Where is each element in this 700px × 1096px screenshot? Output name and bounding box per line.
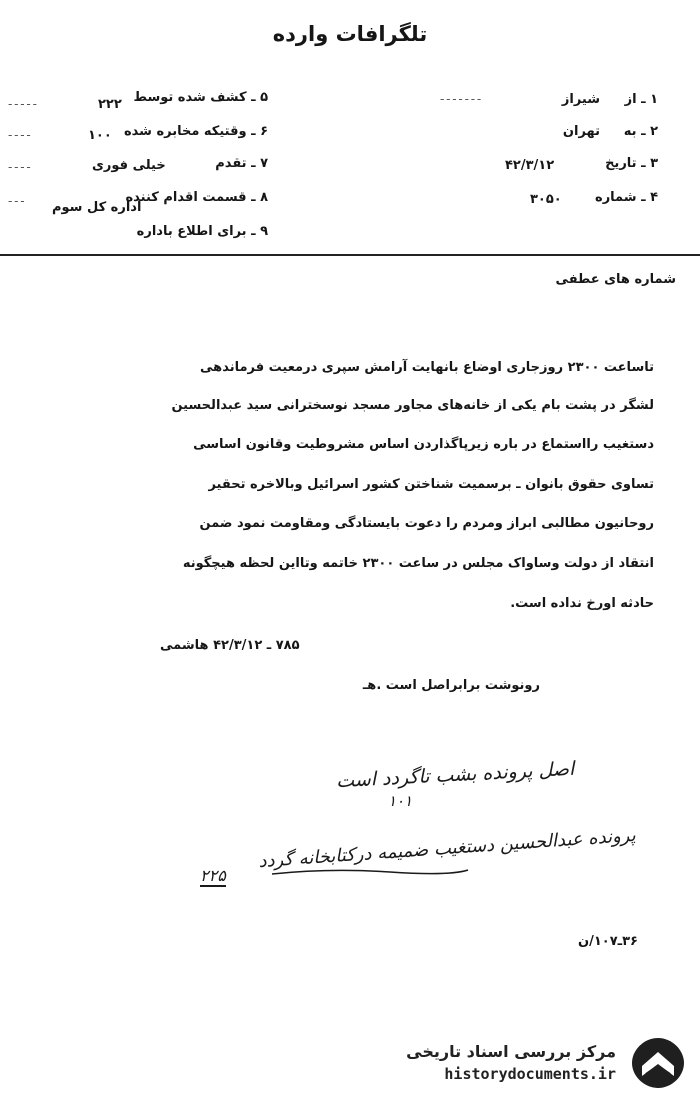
- handwritten-line-1: اصل پرونده بشب تاگردد است: [335, 757, 575, 793]
- body-line: لشگر در پشت بام یکی از خانه‌های مجاور مسجد نوسخترانی سید عبدالحسین: [171, 398, 654, 413]
- dotted-line: - - -: [8, 194, 24, 208]
- dotted-line: - - - -: [8, 160, 30, 174]
- page-reference: ۳۶ـ۱۰۷/ن: [578, 934, 638, 949]
- field-value-from: شیراز: [561, 92, 600, 107]
- field-value-number: ۳۰۵۰: [530, 192, 562, 207]
- handwritten-number-1: ۱۰۱: [388, 792, 413, 810]
- code-numbers-label: شماره های عطفی: [555, 272, 676, 287]
- handwritten-underline: [270, 866, 470, 878]
- watermark-url: historydocuments.ir: [444, 1065, 616, 1083]
- field-value-to: تهران: [562, 124, 600, 139]
- body-line: دستغیب رااستماع در باره زیرپاگذاردن اساس مشروطیت وقانون اساسی: [193, 437, 654, 452]
- field-label-date: ۳ ـ تاریخ: [605, 156, 658, 171]
- watermark-org-name: مرکز بررسی اسناد تاریخی: [406, 1042, 616, 1061]
- body-line: روحانیون مطالبی ابراز ومردم را دعوت بایستادگی ومقاومت نمود ضمن: [199, 516, 654, 531]
- field-label-number: ۴ ـ شماره: [595, 190, 658, 205]
- field-label-decoded-by: ۵ ـ کشف شده توسط: [133, 90, 268, 105]
- body-line: انتقاد از دولت وساواک مجلس در ساعت ۲۳۰۰ خاتمه وتااین لحظه هیچگونه: [182, 556, 654, 571]
- field-label-to: ۲ ـ به: [623, 124, 658, 139]
- field-value-action-dept: اداره کل سوم: [52, 200, 142, 215]
- field-value-transmitted: ۱۰۰: [88, 128, 112, 143]
- field-label-for-info: ۹ ـ برای اطلاع باداره: [136, 224, 268, 239]
- dotted-line: - - - - -: [8, 97, 36, 111]
- field-label-from: ۱ ـ از: [624, 92, 658, 107]
- copy-note: رونوشت برابراصل است .هـ: [362, 678, 540, 693]
- field-value-priority: خیلی فوری: [92, 158, 166, 173]
- dotted-line: - - - -: [8, 128, 30, 142]
- body-line: حادثه اورخ نداده است.: [510, 596, 654, 611]
- header-divider: [0, 254, 700, 256]
- field-label-transmitted: ۶ ـ وقتیکه مخابره شده: [123, 124, 268, 139]
- reference-line: ۷۸۵ ـ ۴۲/۳/۱۲ هاشمی: [160, 638, 300, 653]
- body-line: تساوی حقوق بانوان ـ برسمیت شناختن کشور اسرائیل وبالاخره تحقیر: [208, 477, 654, 492]
- field-label-priority: ۷ ـ تقدم: [215, 156, 268, 171]
- handwritten-number-2: ۲۲۵: [200, 866, 226, 885]
- archive-logo-icon: [628, 1036, 688, 1090]
- field-value-date: ۴۲/۳/۱۲: [505, 158, 555, 173]
- document-title: تلگرافات وارده: [272, 22, 428, 46]
- body-line: تاساعت ۲۳۰۰ روزجاری اوضاع بانهایت آرامش سپری درمعیت فرماندهی: [200, 360, 654, 375]
- field-label-action-dept: ۸ ـ قسمت اقدام کننده: [125, 190, 268, 205]
- dotted-line: - - - - - - -: [440, 92, 481, 106]
- handwritten-line-2: پرونده عبدالحسین دستغیب ضمیمه درکتابخانه گردد: [257, 824, 637, 873]
- field-value-decoded-by: ۲۲۲: [98, 97, 122, 112]
